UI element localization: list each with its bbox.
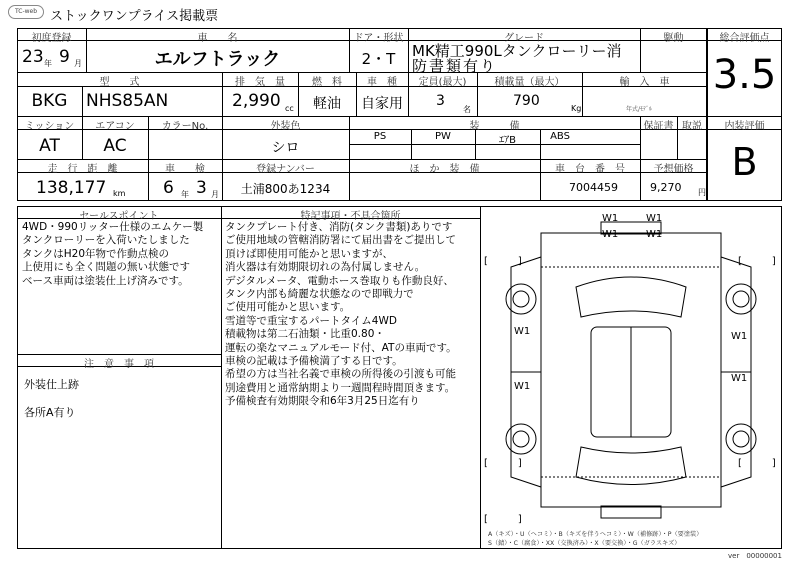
label-chassis: 車 台 番 号 [555, 164, 625, 175]
sales-point-text: 4WD・990リッター仕様のエムケー製 タンクローリーを入荷いたしました タンクはH20年物で作動点検の 上使用にも全く問題の無い状態です ベース車両は塗装仕上げ済みです。 [22, 221, 204, 287]
equip-airbag: ｴｱB [499, 135, 516, 146]
label-load: 積載量（最大） [494, 77, 565, 88]
label-transmission: ミッション [24, 121, 75, 132]
first-reg-month: 9 [59, 47, 70, 67]
label-sales-point: セールスポイント [79, 211, 159, 222]
inspection-year: 6 [163, 178, 174, 198]
load: 790 [513, 93, 540, 109]
label-capacity: 定員(最大) [418, 77, 467, 88]
label-model: 型 式 [99, 77, 140, 88]
legend-line1: A（キズ）・U（ヘコミ）・B（キズを伴うヘコミ）・W（補修跡）・P（要塗装） [488, 531, 703, 538]
label-warranty: 保証書 [643, 121, 674, 132]
diagram-bracket-br: [ ] [738, 458, 776, 469]
door-shape: 2・T [361, 50, 396, 68]
model-code: NHS85AN [86, 91, 169, 111]
label-ac: エアコン [95, 121, 135, 132]
label-caution: 注 意 事 項 [84, 359, 154, 370]
label-inspection: 車 検 [165, 164, 205, 175]
version: ver 00000001 [728, 552, 782, 560]
mileage: 138,177 [36, 178, 107, 198]
engine-type: BKG [31, 91, 68, 111]
equip-pw: PW [435, 131, 451, 142]
label-other-equip: ほ か 装 備 [409, 164, 480, 175]
interior-score: B [731, 140, 758, 184]
car-rear-window [576, 447, 686, 485]
plate-number: 土浦800あ1234 [240, 182, 331, 196]
label-drive: 駆動 [663, 33, 684, 44]
form-title: ストックワンプライス掲載票 [50, 9, 219, 24]
label-grade: グレード [504, 33, 544, 44]
grade-line1: MK精工990Lタンクローリー消 [412, 42, 622, 60]
equip-abs: ABS [550, 131, 570, 142]
legend-line2: S（錆）・C（腐食）・XX（交換済み）・X（要交換）・G（ガラスキズ） [488, 540, 681, 547]
label-interior-score: 内装評価 [724, 121, 765, 132]
equip-ps: PS [373, 131, 387, 142]
damage-mark-1: W1 [602, 213, 619, 224]
car-name: エルフトラック [154, 49, 281, 70]
usage: 自家用 [361, 96, 403, 112]
damage-mark-8: W1 [731, 373, 748, 384]
label-fuel: 燃 料 [312, 77, 342, 88]
air-conditioner: AC [103, 136, 127, 156]
damage-mark-6: W1 [731, 331, 748, 342]
label-car-name: 車 名 [197, 33, 238, 44]
label-usage: 車 種 [367, 77, 397, 88]
caution-text: 外装仕上跡 各所A有り [24, 378, 79, 419]
exterior-color: シロ [271, 140, 300, 156]
label-first-reg: 初度登録 [31, 33, 72, 44]
label-special: 特記事項・不具合箇所 [300, 211, 401, 222]
label-ext-color: 外装色 [270, 121, 301, 132]
damage-diagram [481, 207, 781, 533]
transmission: AT [39, 136, 60, 156]
diagram-bracket-tr: [ ] [738, 256, 776, 267]
expected-price: 9,270 [650, 181, 682, 194]
damage-mark-3: W1 [602, 229, 619, 240]
logo: TC-web [8, 5, 44, 19]
grade-line2: 防書類有り [412, 57, 498, 75]
label-price: 予想価格 [653, 164, 694, 175]
label-score: 総合評価点 [719, 33, 770, 44]
model-year-label: 年式/ﾓﾃﾞﾙ [626, 106, 653, 113]
diagram-bracket-bl: [ ] [484, 458, 522, 469]
damage-mark-5: W1 [514, 326, 531, 337]
chassis-number: 7004459 [569, 181, 618, 194]
label-plate: 登録ナンバー [256, 164, 315, 175]
label-import: 輸 入 車 [619, 77, 670, 88]
label-door-shape: ドア・形状 [353, 33, 404, 44]
damage-mark-7: W1 [514, 381, 531, 392]
damage-mark-4: W1 [646, 229, 663, 240]
diagram-bracket-tl: [ ] [484, 256, 522, 267]
label-color-no: カラーNo. [161, 121, 209, 132]
fuel: 軽油 [313, 96, 341, 112]
diagram-bracket-bottom: [ ] [484, 514, 522, 525]
label-mileage: 走 行 距 離 [47, 164, 118, 175]
car-windshield [576, 277, 686, 317]
overall-score: 3.5 [712, 52, 777, 98]
top-rear-bumper [601, 506, 661, 518]
label-displacement: 排 気 量 [235, 77, 285, 88]
capacity: 3 [436, 93, 445, 109]
inspection-month: 3 [196, 178, 207, 198]
damage-mark-2: W1 [646, 213, 663, 224]
special-notes-text: タンクプレート付き、消防(タンク書類)ありです ご使用地域の管轄消防署にて届出書をご提出して 頂けば即使用可能かと思いますが、 消火器は有効期限切れの為付属しません。 デジタルメータ、電動ホース巻取りも作動良好、 タンク内部も綺麗な状態なので即戦力で ご使用可能かと思います。 雪道等で重宝するパートタイム4WD 積載物は第二石油類・比重0.80・ 運転の楽なマニュアルモード付、ATの車両です。 車検の記載は予備検満了する日です。 希望の方は当社名義で車検の所得後の引渡も可能 別途費用と通常納期より一週間程時間頂きます。 予備検査有効期限令和6年3月25日迄有り [225, 221, 457, 408]
first-reg-year: 23 [22, 47, 44, 67]
label-manual: 取説 [682, 121, 702, 132]
displacement: 2,990 [232, 91, 281, 111]
label-equipment: 装 備 [469, 121, 520, 132]
